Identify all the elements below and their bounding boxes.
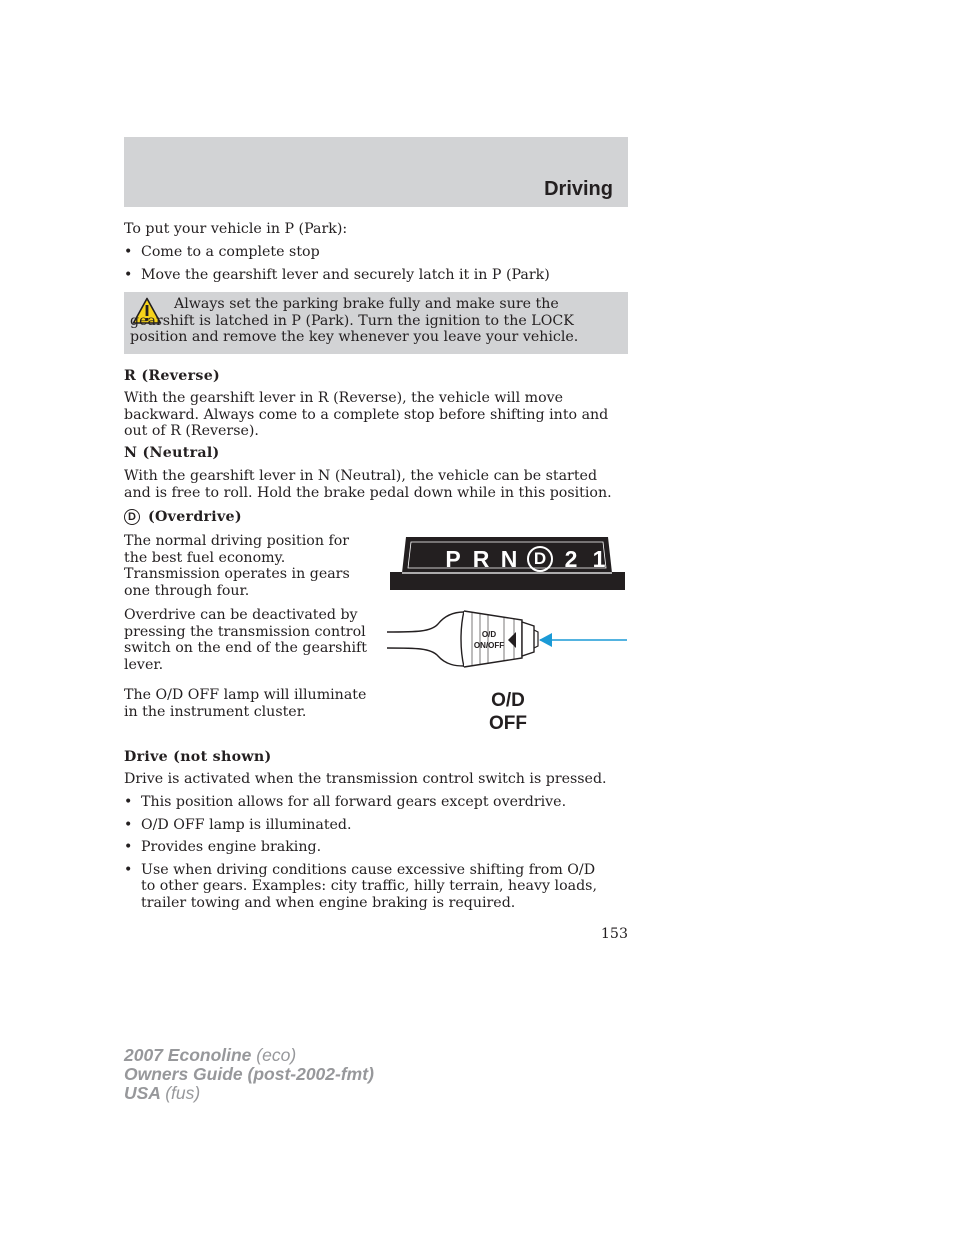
- reverse-body: With the gearshift lever in R (Reverse), the vehicle will move backward. Always come to a complete stop before shifting into and out of R (Reverse).: [124, 390, 609, 439]
- gear-1: 1: [592, 545, 606, 572]
- list-item: • Move the gearshift lever and securely latch it in P (Park): [124, 266, 550, 283]
- drive-intro: Drive is activated when the transmission control switch is pressed.: [124, 771, 607, 787]
- park-intro: To put your vehicle in P (Park):: [124, 221, 348, 237]
- footer-line-2: Owners Guide (post-2002-fmt): [124, 1064, 374, 1084]
- neutral-heading: N (Neutral): [124, 445, 220, 461]
- gear-p: P: [445, 545, 461, 572]
- od-off-lamp: O/D OFF: [489, 690, 527, 734]
- overdrive-para-1: The normal driving position for the best fuel economy. Transmission operates in gears one through four.: [124, 533, 350, 599]
- gearshift-switch-illustration: [386, 608, 628, 670]
- gear-overdrive-icon: D: [527, 546, 553, 572]
- park-bullet-list: [124, 244, 628, 283]
- overdrive-d-icon: D: [124, 509, 140, 525]
- document-footer: [124, 1046, 374, 1103]
- footer-line-1: 2007 Econoline (eco): [124, 1045, 297, 1065]
- list-item: • This position allows for all forward gears except overdrive.: [124, 794, 567, 810]
- warning-text: Always set the parking brake fully and make sure the gearshift is latched in P (Park). Turn the ignition to the LOCK position and remove the key whenever you leave your vehicle.: [130, 296, 579, 345]
- gear-indicator-illustration: [389, 536, 626, 592]
- gearshift-lever-drawing: [386, 608, 628, 670]
- reverse-heading: R (Reverse): [124, 368, 221, 384]
- overdrive-para-3: The O/D OFF lamp will illuminate in the instrument cluster.: [124, 687, 367, 720]
- neutral-body: With the gearshift lever in N (Neutral), the vehicle can be started and is free to roll. Hold the brake pedal down while in this position.: [124, 468, 612, 501]
- switch-label: O/D ON/OFF: [473, 630, 505, 650]
- list-item: • Provides engine braking.: [124, 839, 322, 855]
- overdrive-heading-row: [124, 508, 242, 526]
- drive-bullet-list: [124, 794, 604, 911]
- list-item: • Come to a complete stop: [124, 244, 320, 260]
- page-number: 153: [600, 926, 628, 942]
- drive-heading: Drive (not shown): [124, 749, 272, 765]
- list-item: • Use when driving conditions cause excessive shifting from O/D to other gears. Examples: city traffic, hilly terrain, heavy loads, trailer towing and when engine braking is required.: [124, 861, 597, 911]
- section-header-band: [124, 137, 628, 207]
- overdrive-heading: (Overdrive): [148, 508, 242, 525]
- overdrive-para-2: Overdrive can be deactivated by pressing the transmission control switch on the end of the gearshift lever.: [124, 607, 367, 673]
- gear-r: R: [472, 545, 490, 572]
- gear-letters: [439, 546, 613, 572]
- gear-n: N: [500, 545, 518, 572]
- section-title: Driving: [544, 178, 613, 200]
- list-item: • O/D OFF lamp is illuminated.: [124, 816, 352, 833]
- warning-box: [124, 292, 628, 354]
- gear-2: 2: [564, 545, 578, 572]
- footer-line-3: USA (fus): [124, 1083, 201, 1103]
